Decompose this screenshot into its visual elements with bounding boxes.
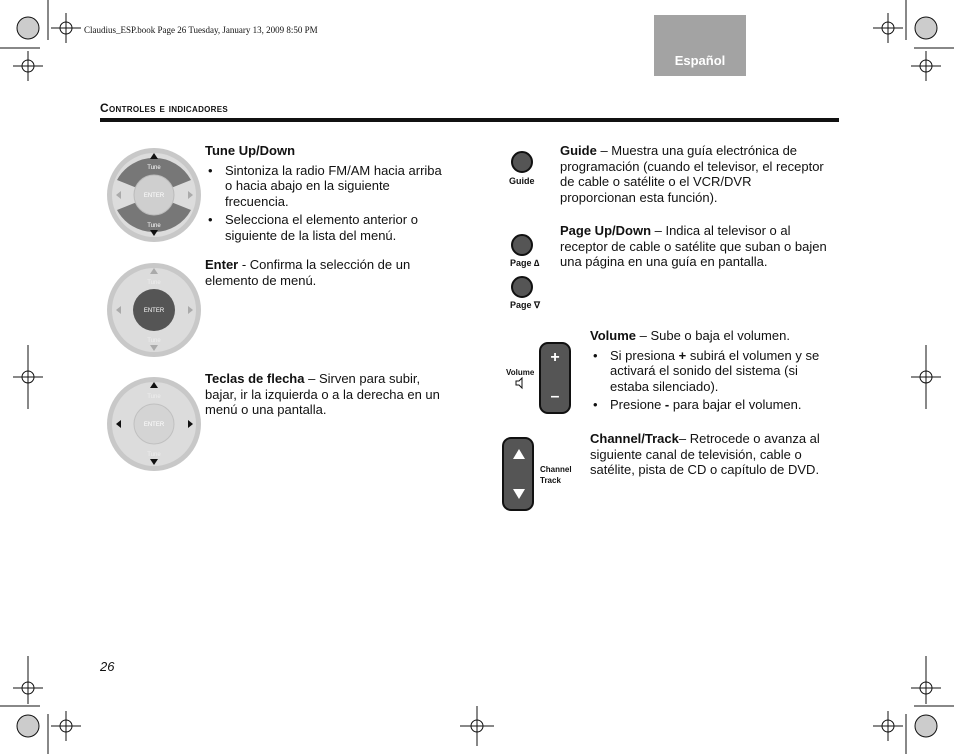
volume-bullet-2-key: -	[664, 397, 670, 412]
volume-title: Volume	[590, 328, 636, 343]
channel-desc: – Retrocede o avanza al siguiente canal de televisión, cable o satélite, pista de CD o capítulo de DVD.	[590, 431, 820, 477]
page-section	[560, 223, 830, 270]
volume-bullet-1-pre: Si presiona	[610, 347, 679, 363]
channel-rocker-icon	[502, 437, 534, 511]
dpad-enter-illustration	[107, 263, 202, 358]
volume-desc: – Sube o baja el volumen.	[636, 328, 790, 343]
channel-rocker-label-2: Track	[540, 476, 561, 485]
volume-bullet-2-pre: Presione	[610, 397, 665, 412]
guide-title: Guide	[560, 143, 597, 158]
channel-up-arrow-icon	[513, 449, 525, 459]
dpad-enter-label: ENTER	[143, 193, 165, 199]
arrows-title: Teclas de flecha	[205, 371, 305, 386]
section-title: Controles e indicadores	[100, 101, 229, 115]
dpad2-tune-label-bottom: Tune	[147, 338, 161, 344]
enter-desc: - Confirma la selección de un elemento de menú.	[205, 257, 411, 288]
dpad3-enter-label: ENTER	[143, 422, 165, 428]
volume-bullet-1-key: +	[678, 347, 687, 363]
tune-bullet-1: • Sintoniza la radio FM/AM hacia arriba o hacia abajo en la siguiente frecuencia.	[205, 163, 445, 210]
tune-bullets	[205, 163, 445, 244]
section-divider	[100, 118, 839, 122]
file-info: Claudius_ESP.book Page 26 Tuesday, January 13, 2009 8:50 PM	[84, 25, 318, 35]
page-desc: – Indica al televisor o al receptor de cable o satélite que suban o bajen una página en una guía en pantalla.	[560, 223, 827, 269]
enter-section	[205, 257, 445, 288]
volume-bullets	[590, 348, 838, 413]
dpad-arrows-illustration	[107, 377, 202, 472]
dpad-tune-illustration	[107, 148, 202, 243]
volume-bullet-1	[590, 348, 838, 395]
page-number: 26	[100, 659, 115, 674]
language-tab-label: Español	[674, 53, 726, 68]
page-title: Page Up/Down	[560, 223, 652, 238]
channel-rocker-label-1: Channel	[540, 465, 572, 474]
channel-title: Channel/Track	[590, 431, 679, 446]
tune-section	[205, 143, 445, 246]
volume-bullet-1-post: subirá el volumen y se activará el sonido del sistema (si estaba silenciado).	[610, 347, 820, 394]
volume-rocker-label: Volume	[506, 368, 535, 377]
volume-plus-glyph: +	[550, 349, 560, 366]
channel-section	[590, 431, 835, 478]
enter-title: Enter	[205, 257, 239, 272]
dpad2-enter-label: ENTER	[143, 308, 165, 314]
page-down-label: Page ∇	[510, 300, 541, 310]
dpad-tune-label-bottom: Tune	[147, 223, 161, 229]
page-up-label: Page ∆	[510, 258, 540, 268]
dpad3-tune-label-bottom: Tune	[147, 452, 161, 458]
channel-down-arrow-icon	[513, 489, 525, 499]
volume-minus-glyph: –	[550, 388, 560, 405]
volume-bullet-2	[590, 397, 838, 413]
volume-rocker-icon	[539, 342, 571, 414]
guide-section	[560, 143, 830, 205]
page-up-button-icon	[511, 234, 533, 256]
guide-button-icon	[511, 151, 533, 173]
arrows-section	[205, 371, 445, 418]
language-tab	[654, 15, 746, 76]
tune-title: Tune Up/Down	[205, 143, 296, 158]
dpad3-tune-label-top: Tune	[147, 394, 161, 400]
volume-bullet-2-post: para bajar el volumen.	[669, 397, 802, 412]
guide-desc: – Muestra una guía electrónica de programación (cuando el televisor, el receptor de cable o satélite o el VCR/DVR proporcionan esta función).	[560, 143, 824, 205]
guide-button-label: Guide	[509, 176, 535, 186]
channel-rocker-label	[540, 464, 572, 486]
tune-bullet-2: • Selecciona el elemento anterior o siguiente de la lista del menú.	[205, 212, 445, 243]
page-down-button-icon	[511, 276, 533, 298]
arrows-desc: – Sirven para subir, bajar, ir la izquierda o a la derecha en un menú o una pantalla.	[205, 371, 440, 417]
speaker-icon	[515, 378, 525, 388]
dpad-tune-label-top: Tune	[147, 165, 161, 171]
dpad2-tune-label-top: Tune	[147, 280, 161, 286]
volume-section	[590, 328, 838, 416]
